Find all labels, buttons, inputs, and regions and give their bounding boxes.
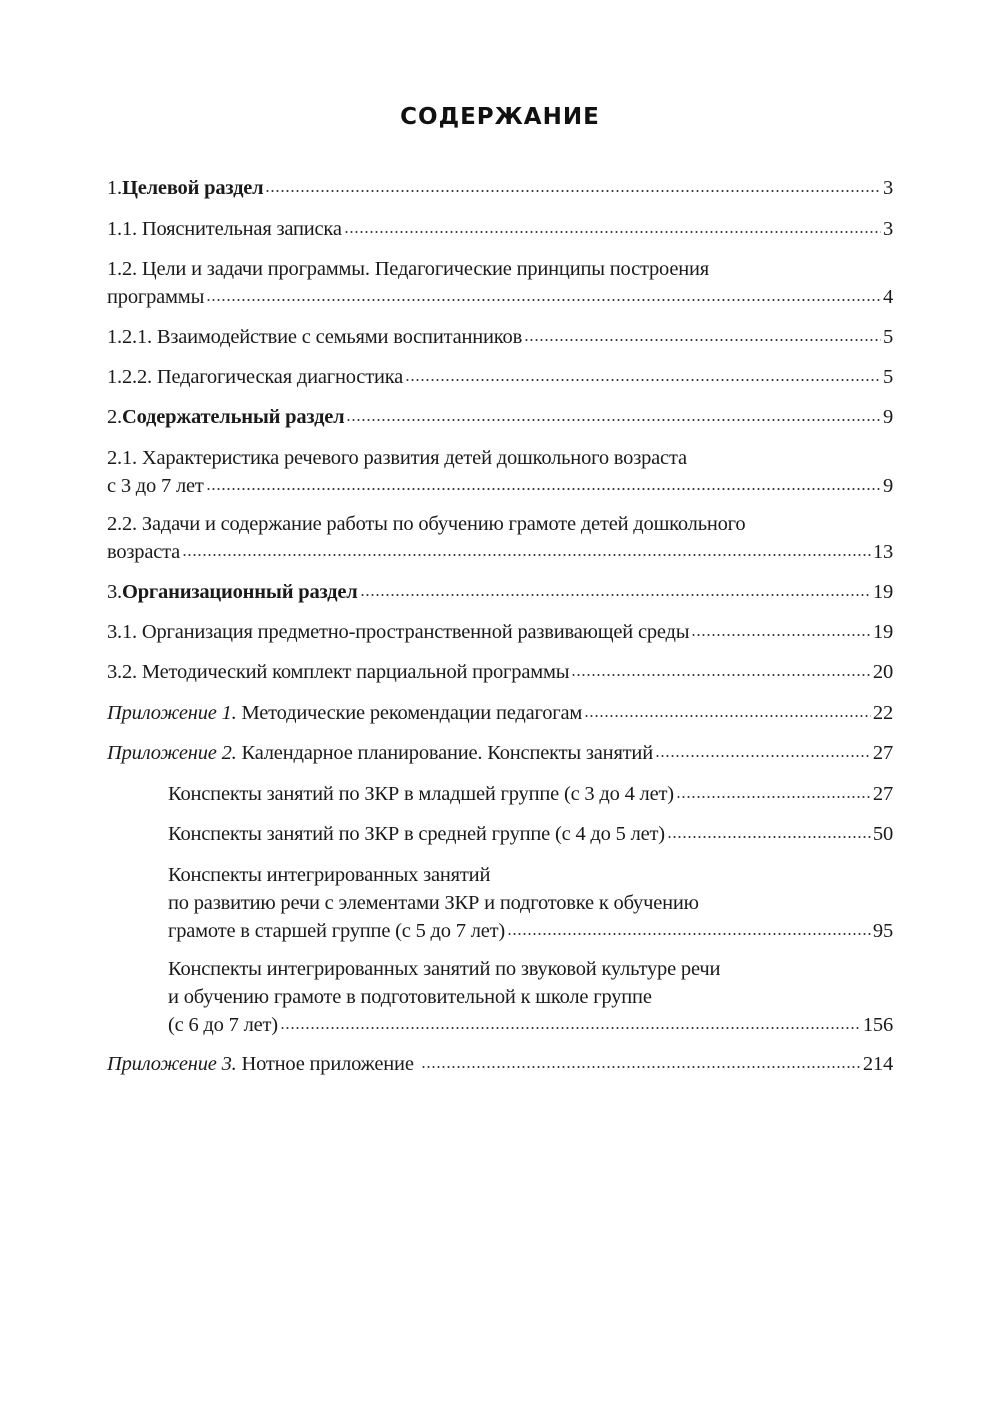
entry-title: с 3 до 7 лет — [107, 475, 204, 497]
dot-leader — [280, 1026, 861, 1030]
appendix-label: Приложение 1. — [107, 702, 237, 724]
toc-entry[interactable] — [168, 861, 893, 945]
entry-title: 1.1. Пояснительная записка — [107, 218, 342, 240]
page-number: 3 — [882, 218, 893, 240]
toc-entry[interactable] — [107, 403, 893, 431]
entry-title: Методические рекомендации педагогам — [236, 702, 583, 724]
dot-leader — [524, 338, 881, 342]
page-number: 19 — [872, 581, 893, 603]
page-number: 27 — [872, 783, 893, 805]
entry-title: Организационный раздел — [121, 581, 358, 603]
entry-title: 1.2.2. Педагогическая диагностика — [107, 366, 404, 388]
page-number: 5 — [882, 326, 893, 348]
dot-leader — [676, 795, 871, 799]
entry-title-line: Конспекты интегрированных занятий — [168, 864, 491, 886]
appendix-label: Приложение 3. — [107, 1053, 237, 1075]
entry-title-line: 2.2. Задачи и содержание работы по обучению грамоте детей дошкольного — [107, 513, 746, 535]
page-number: 3 — [882, 177, 893, 199]
dot-leader — [344, 230, 881, 234]
entry-title-line: по развитию речи с элементами ЗКР и подготовке к обучению — [168, 892, 699, 914]
toc-entry[interactable] — [107, 739, 893, 767]
toc-entry[interactable] — [168, 780, 893, 808]
toc-entry[interactable] — [107, 255, 893, 311]
page-title: СОДЕРЖАНИЕ — [400, 104, 600, 130]
page-number: 27 — [872, 742, 893, 764]
dot-leader — [265, 189, 881, 193]
page-number: 19 — [872, 621, 893, 643]
toc-entry[interactable] — [107, 658, 893, 686]
entry-title: Нотное приложение — [236, 1053, 419, 1075]
entry-title-line: 1.2. Цели и задачи программы. Педагогические принципы построения — [107, 258, 709, 280]
entry-title: возраста — [107, 541, 181, 563]
entry-title: программы — [107, 286, 205, 308]
page-number: 9 — [882, 406, 893, 428]
entry-number: 3. — [107, 581, 122, 603]
page-number: 95 — [872, 920, 893, 942]
dot-leader — [655, 754, 871, 758]
toc-entry[interactable] — [107, 618, 893, 646]
entry-title: 1.2.1. Взаимодействие с семьями воспитанников — [107, 326, 523, 348]
page-number: 5 — [882, 366, 893, 388]
toc-entry[interactable] — [168, 820, 893, 848]
toc-entry[interactable] — [107, 444, 893, 500]
page-number: 156 — [862, 1014, 893, 1036]
entry-title: 3.1. Организация предметно-пространственной развивающей среды — [107, 621, 690, 643]
toc-entry[interactable] — [168, 955, 893, 1039]
entry-number: 2. — [107, 406, 122, 428]
page-number: 50 — [872, 823, 893, 845]
dot-leader — [360, 593, 871, 597]
page-number: 9 — [882, 475, 893, 497]
dot-leader — [405, 378, 881, 382]
dot-leader — [571, 673, 871, 677]
page-number: 20 — [872, 661, 893, 683]
entry-title-line: Конспекты интегрированных занятий по звуковой культуре речи — [168, 958, 721, 980]
toc-entry[interactable] — [107, 174, 893, 202]
entry-title-line: и обучению грамоте в подготовительной к школе группе — [168, 986, 652, 1008]
dot-leader — [667, 835, 871, 839]
page-number: 4 — [882, 286, 893, 308]
entry-number: 1. — [107, 177, 122, 199]
dot-leader — [206, 298, 881, 302]
entry-title: (с 6 до 7 лет) — [168, 1014, 278, 1036]
entry-title: 3.2. Методический комплект парциальной программы — [107, 661, 570, 683]
entry-title: Целевой раздел — [121, 177, 264, 199]
appendix-label: Приложение 2. — [107, 742, 237, 764]
toc-entry[interactable] — [107, 510, 893, 566]
entry-title: Содержательный раздел — [121, 406, 345, 428]
toc-entry[interactable] — [107, 215, 893, 243]
dot-leader — [507, 932, 871, 936]
dot-leader — [206, 487, 881, 491]
entry-title: Конспекты занятий по ЗКР в средней группе (с 4 до 5 лет) — [168, 823, 665, 845]
dot-leader — [182, 553, 871, 557]
toc-entry[interactable] — [107, 363, 893, 391]
toc-entry[interactable] — [107, 323, 893, 351]
dot-leader — [691, 633, 871, 637]
page-number: 13 — [872, 541, 893, 563]
entry-title: Календарное планирование. Конспекты занятий — [236, 742, 653, 764]
toc-entry[interactable] — [107, 578, 893, 606]
dot-leader — [584, 714, 871, 718]
dot-leader — [346, 418, 880, 422]
page-number: 22 — [872, 702, 893, 724]
dot-leader — [421, 1065, 861, 1069]
entry-title: грамоте в старшей группе (с 5 до 7 лет) — [168, 920, 506, 942]
toc-entry[interactable] — [107, 1050, 893, 1078]
entry-title: Конспекты занятий по ЗКР в младшей группе (с 3 до 4 лет) — [168, 783, 674, 805]
entry-title-line: 2.1. Характеристика речевого развития детей дошкольного возраста — [107, 447, 687, 469]
toc-entry[interactable] — [107, 699, 893, 727]
page-number: 214 — [862, 1053, 893, 1075]
